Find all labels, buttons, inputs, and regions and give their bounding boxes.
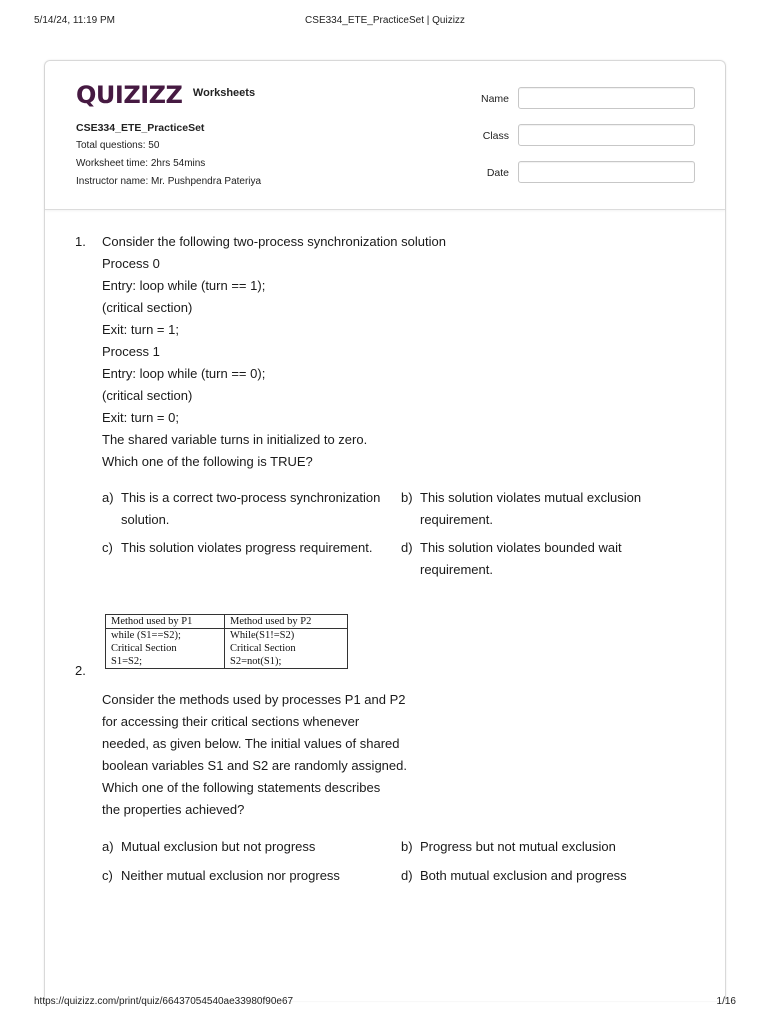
question-line: Entry: loop while (turn == 0); bbox=[102, 366, 266, 381]
worksheet-time: Worksheet time: 2hrs 54mins bbox=[76, 158, 206, 169]
date-row bbox=[475, 161, 695, 198]
option-a[interactable] bbox=[102, 836, 392, 858]
student-fields bbox=[475, 87, 695, 198]
option-text: This solution violates bounded wait requirement. bbox=[420, 540, 622, 577]
option-letter: d) bbox=[401, 868, 413, 883]
option-letter: b) bbox=[401, 839, 413, 854]
print-header bbox=[34, 15, 736, 29]
option-text: Neither mutual exclusion nor progress bbox=[121, 868, 340, 883]
question-line: Exit: turn = 1; bbox=[102, 322, 179, 337]
brand bbox=[76, 81, 255, 109]
option-c[interactable] bbox=[102, 537, 392, 559]
table-row bbox=[106, 655, 348, 669]
quizizz-logo: QUIZIZZ bbox=[76, 81, 183, 109]
name-field[interactable] bbox=[518, 87, 695, 109]
question-line: Entry: loop while (turn == 1); bbox=[102, 278, 266, 293]
table-cell: While(S1!=S2) bbox=[225, 629, 348, 643]
name-label: Name bbox=[480, 93, 509, 105]
worksheet-meta bbox=[76, 119, 261, 191]
print-footer bbox=[34, 996, 736, 1010]
print-page-title: CSE334_ETE_PracticeSet | Quizizz bbox=[305, 15, 465, 26]
table-cell: Critical Section bbox=[106, 642, 225, 655]
question-line: Consider the methods used by processes P1 and P2 bbox=[102, 692, 406, 707]
print-datetime: 5/14/24, 11:19 PM bbox=[34, 15, 115, 26]
name-row bbox=[475, 87, 695, 124]
class-row bbox=[475, 124, 695, 161]
question-line: Which one of the following statements describes bbox=[102, 780, 381, 795]
option-c[interactable] bbox=[102, 865, 392, 887]
table-cell: Critical Section bbox=[225, 642, 348, 655]
question-line: (critical section) bbox=[102, 300, 193, 315]
question-line: needed, as given below. The initial values of shared bbox=[102, 736, 400, 751]
option-text: This solution violates mutual exclusion requirement. bbox=[420, 490, 642, 527]
total-questions: Total questions: 50 bbox=[76, 140, 160, 151]
question-text bbox=[102, 689, 682, 821]
worksheet-title: CSE334_ETE_PracticeSet bbox=[76, 122, 205, 134]
brand-subtitle: Worksheets bbox=[192, 87, 256, 99]
question-line: Exit: turn = 0; bbox=[102, 410, 179, 425]
option-letter: a) bbox=[102, 490, 114, 505]
option-b[interactable] bbox=[401, 836, 691, 858]
question-line: The shared variable turns in initialized to zero. bbox=[102, 432, 368, 447]
option-b[interactable] bbox=[401, 487, 691, 531]
question-line: (critical section) bbox=[102, 388, 193, 403]
option-text: Mutual exclusion but not progress bbox=[121, 839, 316, 854]
question-line: Which one of the following is TRUE? bbox=[102, 454, 313, 469]
table-row bbox=[106, 642, 348, 655]
page-count: 1/16 bbox=[716, 996, 736, 1007]
option-letter: b) bbox=[401, 490, 413, 505]
methods-table bbox=[105, 614, 348, 669]
question-line: Process 0 bbox=[102, 256, 160, 271]
option-letter: c) bbox=[102, 868, 113, 883]
option-a[interactable] bbox=[102, 487, 392, 531]
option-text: This solution violates progress requirement. bbox=[121, 540, 373, 555]
date-field[interactable] bbox=[518, 161, 695, 183]
worksheet-page bbox=[44, 60, 726, 1001]
question-number: 2. bbox=[75, 663, 86, 678]
question-line: Process 1 bbox=[102, 344, 160, 359]
question-number: 1. bbox=[75, 234, 86, 249]
option-d[interactable] bbox=[401, 537, 691, 581]
question-line: Consider the following two-process synchronization solution bbox=[102, 234, 446, 249]
instructor-name: Instructor name: Mr. Pushpendra Pateriya bbox=[76, 176, 262, 187]
option-letter: c) bbox=[102, 540, 113, 555]
table-row bbox=[106, 629, 348, 643]
question-line: boolean variables S1 and S2 are randomly assigned. bbox=[102, 758, 407, 773]
option-d[interactable] bbox=[401, 865, 691, 887]
class-label: Class bbox=[482, 130, 509, 142]
date-label: Date bbox=[486, 167, 509, 179]
option-text: Progress but not mutual exclusion bbox=[420, 839, 616, 854]
option-text: This is a correct two-process synchronization solution. bbox=[121, 490, 381, 527]
table-header: Method used by P2 bbox=[225, 615, 348, 629]
question-line: for accessing their critical sections whenever bbox=[102, 714, 360, 729]
worksheet-header bbox=[45, 61, 725, 210]
print-url: https://quizizz.com/print/quiz/66437054540ae33980f90e67 bbox=[34, 996, 294, 1007]
option-letter: d) bbox=[401, 540, 413, 555]
class-field[interactable] bbox=[518, 124, 695, 146]
table-cell: S2=not(S1); bbox=[225, 655, 348, 669]
option-text: Both mutual exclusion and progress bbox=[420, 868, 627, 883]
option-letter: a) bbox=[102, 839, 114, 854]
question-text bbox=[102, 231, 682, 473]
question-line: the properties achieved? bbox=[102, 802, 245, 817]
table-cell: S1=S2; bbox=[106, 655, 225, 669]
table-cell: while (S1==S2); bbox=[106, 629, 225, 643]
table-header-row bbox=[106, 615, 348, 629]
table-header: Method used by P1 bbox=[106, 615, 225, 629]
